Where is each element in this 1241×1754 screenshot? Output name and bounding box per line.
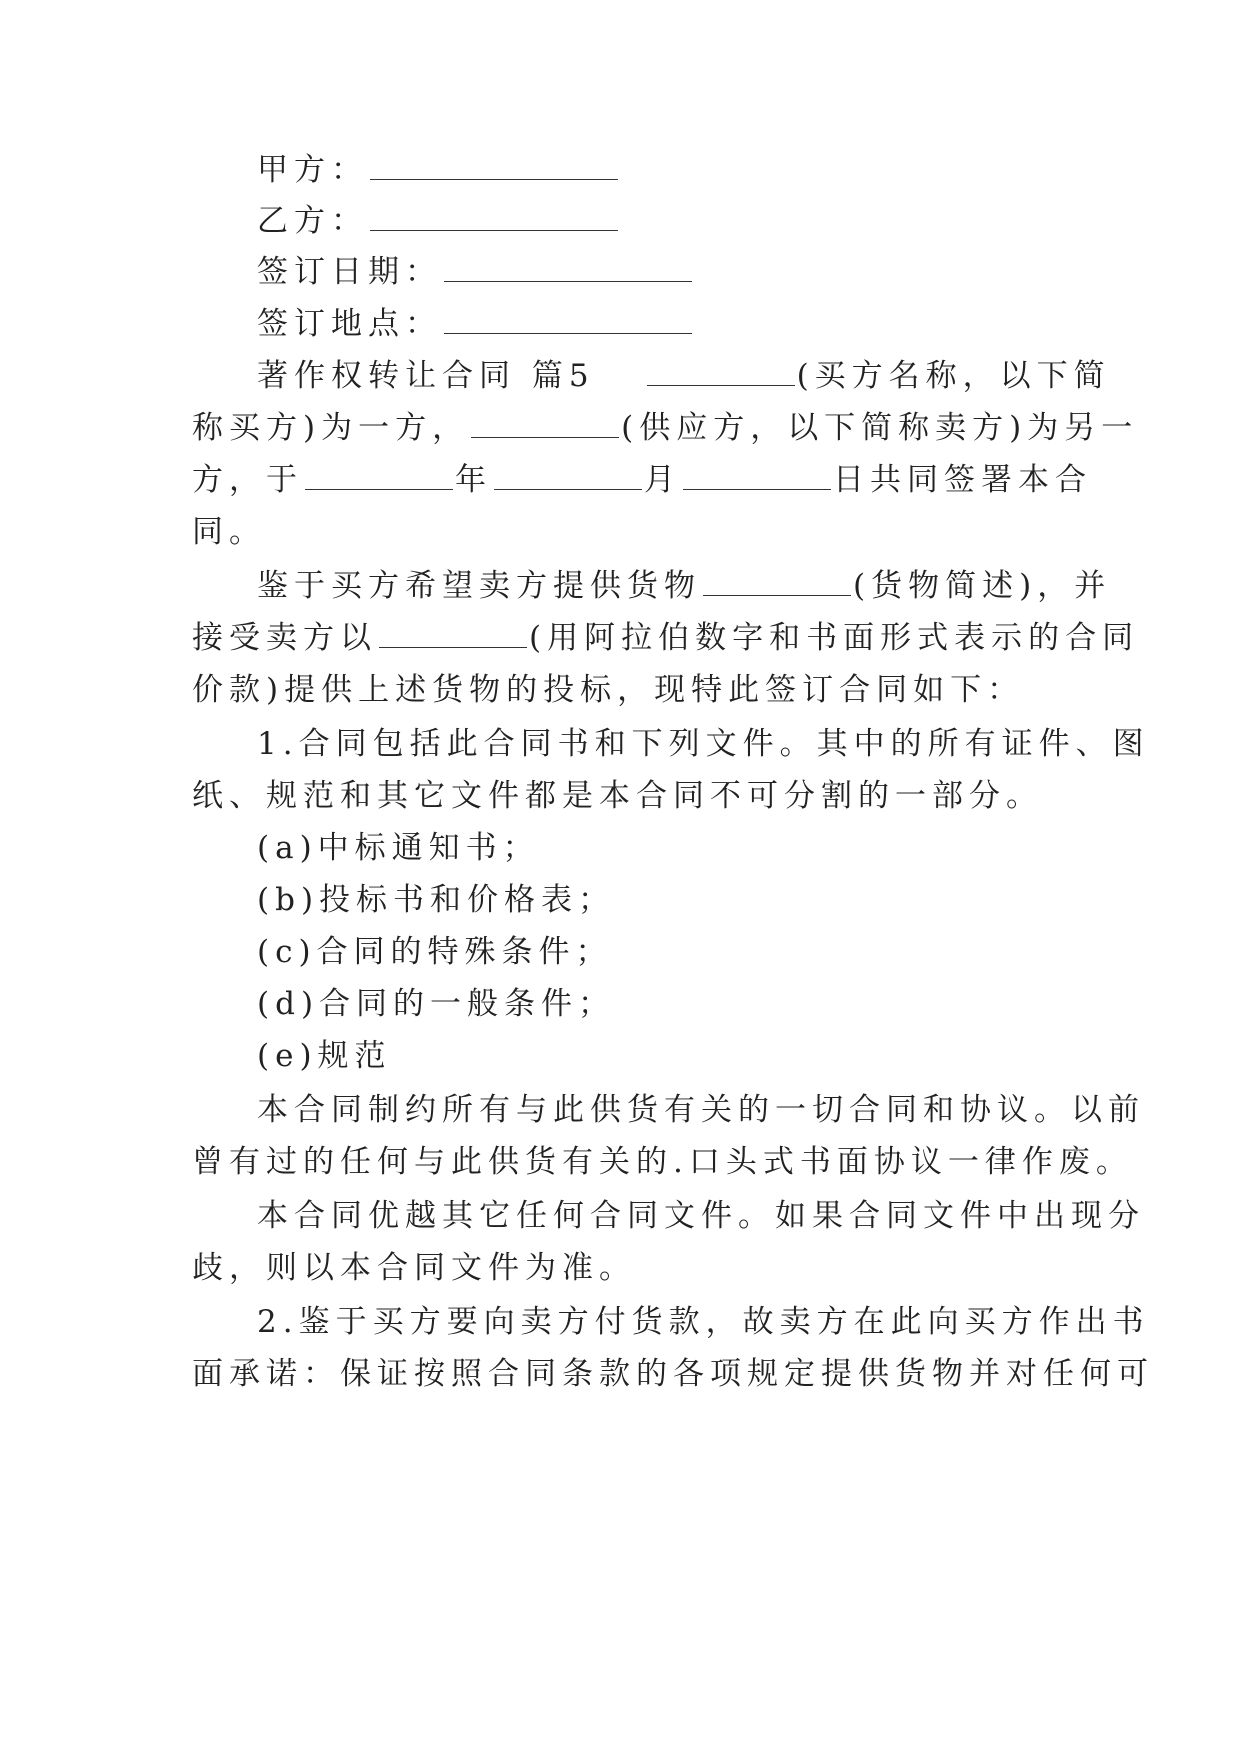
sign-place-line — [257, 304, 694, 344]
buyer-name-blank — [647, 359, 795, 386]
sign-date-line — [257, 252, 694, 292]
month-blank — [494, 463, 642, 490]
list-item-e: (e)规范 — [257, 1038, 392, 1074]
clause-2-text-2: 面承诺：保证按照合同条款的各项规定提供货物并对任何可 — [192, 1356, 1154, 1392]
month-label: 月 — [644, 462, 681, 498]
intro-line-3-end: 日共同签署本合 — [833, 462, 1092, 498]
day-blank — [683, 463, 831, 490]
clause-2-text-1: 2.鉴于买方要向卖方付货款，故卖方在此向买方作出书 — [257, 1304, 1150, 1340]
clause-2-line-2 — [192, 1354, 1154, 1394]
whereas-line-2 — [192, 618, 1139, 658]
list-item-a: (a)中标通知书； — [257, 830, 540, 866]
sign-place-blank — [444, 307, 692, 334]
list-item-c: (c)合同的特殊条件； — [257, 934, 613, 970]
list-item-b: (b)投标书和价格表； — [257, 882, 616, 918]
party-a-blank — [370, 153, 618, 180]
contract-intro-line-3 — [192, 460, 1092, 500]
sign-date-blank — [444, 255, 692, 282]
party-a-line — [257, 150, 620, 190]
whereas-line-1-b: (货物简述)，并 — [853, 568, 1112, 604]
list-item — [257, 1036, 392, 1076]
whereas-line-2-a: 接受卖方以 — [192, 620, 377, 656]
whereas-line-1-a: 鉴于买方希望卖方提供货物 — [257, 568, 701, 604]
year-blank — [305, 463, 453, 490]
whereas-line-1 — [257, 566, 1111, 606]
sign-date-label: 签订日期： — [257, 254, 442, 290]
whereas-line-3 — [192, 670, 1024, 710]
clause-2-line-1 — [257, 1302, 1150, 1342]
list-item — [257, 984, 615, 1024]
seller-name-blank — [471, 411, 619, 438]
govern-text-2: 曾有过的任何与此供货有关的.口头式书面协议一律作废。 — [192, 1144, 1133, 1180]
clause-1-text-1: 1.合同包括此合同书和下列文件。其中的所有证件、图 — [257, 726, 1150, 762]
sign-place-label: 签订地点： — [257, 306, 442, 342]
contract-intro-line-4 — [192, 512, 266, 552]
intro-line-3-a: 方，于 — [192, 462, 303, 498]
govern-text-1: 本合同制约所有与此供货有关的一切合同和协议。以前 — [257, 1092, 1145, 1128]
contract-intro-line-2 — [192, 408, 1138, 448]
priority-line-1 — [257, 1196, 1145, 1236]
party-b-label: 乙方： — [257, 203, 368, 239]
party-b-blank — [370, 204, 618, 231]
party-a-label: 甲方： — [257, 152, 368, 188]
clause-1-text-2: 纸、规范和其它文件都是本合同不可分割的一部分。 — [192, 778, 1043, 814]
year-label: 年 — [455, 462, 492, 498]
list-item — [257, 880, 615, 920]
contract-heading: 著作权转让合同 篇5 — [257, 358, 595, 394]
priority-line-2 — [192, 1248, 636, 1288]
intro-line-1-text: (买方名称，以下简 — [796, 358, 1111, 394]
govern-line-1 — [257, 1090, 1145, 1130]
price-blank — [379, 621, 527, 648]
whereas-line-2-b: (用阿拉伯数字和书面形式表示的合同 — [529, 620, 1140, 656]
intro-line-2-a: 称买方)为一方， — [192, 410, 470, 446]
party-b-line — [257, 201, 620, 241]
intro-line-4: 同。 — [192, 514, 266, 550]
list-item-d: (d)合同的一般条件； — [257, 986, 616, 1022]
contract-intro-line-1 — [257, 356, 1111, 396]
clause-1-line-2 — [192, 776, 1043, 816]
whereas-line-3: 价款)提供上述货物的投标，现特此签订合同如下： — [192, 672, 1025, 708]
priority-text-1: 本合同优越其它任何合同文件。如果合同文件中出现分 — [257, 1198, 1145, 1234]
list-item — [257, 828, 540, 868]
goods-blank — [703, 569, 851, 596]
intro-line-2-b: (供应方，以下简称卖方)为另一 — [621, 410, 1139, 446]
list-item — [257, 932, 613, 972]
clause-1-line-1 — [257, 724, 1150, 764]
priority-text-2: 歧，则以本合同文件为准。 — [192, 1250, 636, 1286]
govern-line-2 — [192, 1142, 1133, 1182]
